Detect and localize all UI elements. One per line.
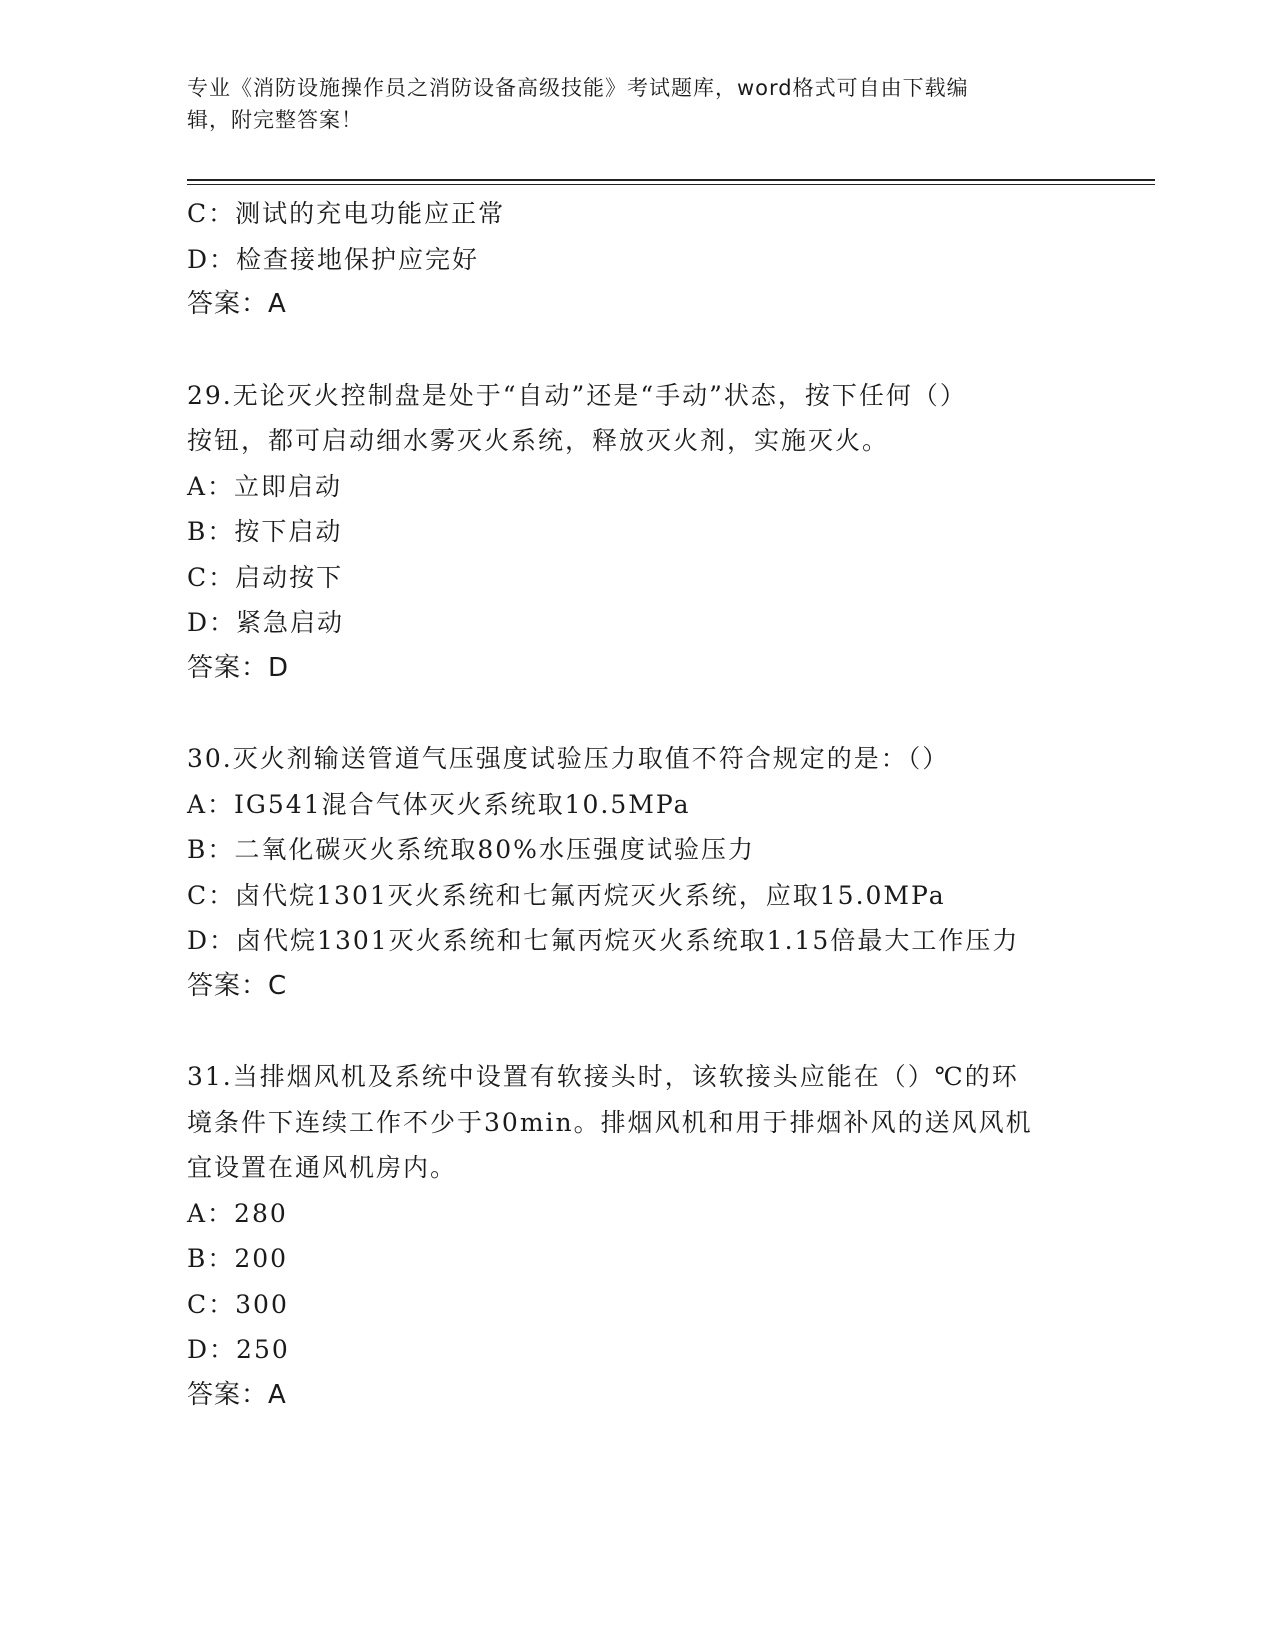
option-d: D：紧急启动 — [187, 608, 345, 637]
question-list — [187, 191, 1127, 1418]
question-stem-line: 31.当排烟风机及系统中设置有软接头时，该软接头应能在（）℃的环 — [187, 1062, 1019, 1091]
option-a: A：280 — [187, 1198, 288, 1228]
question-block-29 — [187, 373, 1127, 692]
document-header — [187, 72, 1067, 136]
option-c: C：启动按下 — [187, 562, 344, 592]
option-d: D：卤代烷1301灭火系统和七氟丙烷灭火系统取1.15倍最大工作压力 — [187, 926, 1020, 955]
question-stem-line: 按钮，都可启动细水雾灭火系统，释放灭火剂，实施灭火。 — [187, 426, 890, 455]
question-stem-line: 境条件下连续工作不少于30min。排烟风机和用于排烟补风的送风风机 — [187, 1107, 1033, 1137]
question-stem-line: 宜设置在通风机房内。 — [187, 1153, 458, 1182]
answer-line: 答案：D — [187, 652, 290, 683]
option-b: B：二氧化碳灭火系统取80%水压强度试验压力 — [187, 835, 755, 864]
header-line-2: 辑，附完整答案！ — [187, 108, 363, 132]
option-d: D：检查接地保护应完好 — [187, 244, 480, 274]
answer-line: 答案：C — [187, 970, 288, 1001]
option-b: B：按下启动 — [187, 517, 343, 546]
option-c: C：测试的充电功能应正常 — [187, 199, 506, 228]
option-d: D：250 — [187, 1335, 290, 1364]
header-rule-thick — [187, 179, 1155, 181]
option-c: C：300 — [187, 1289, 289, 1319]
question-block-28 — [187, 191, 1127, 328]
answer-line: 答案：A — [187, 289, 287, 319]
answer-line: 答案：A — [187, 1379, 287, 1410]
spacer — [187, 691, 1127, 736]
question-stem-line: 30.灭火剂输送管道气压强度试验压力取值不符合规定的是：（） — [187, 744, 950, 773]
option-a: A：立即启动 — [187, 471, 343, 501]
header-line-1: 专业《消防设施操作员之消防设备高级技能》考试题库，word格式可自由下载编 — [187, 76, 969, 100]
header-rule-thin — [187, 184, 1155, 185]
option-b: B：200 — [187, 1244, 289, 1273]
option-a: A：IG541混合气体灭火系统取10.5MPa — [187, 789, 691, 819]
spacer — [187, 328, 1127, 373]
spacer — [187, 1009, 1127, 1054]
question-stem-line: 29.无论灭火控制盘是处于“自动”还是“手动”状态，按下任何（） — [187, 380, 967, 410]
question-block-31 — [187, 1054, 1127, 1418]
option-c: C：卤代烷1301灭火系统和七氟丙烷灭火系统，应取15.0MPa — [187, 880, 946, 910]
question-block-30 — [187, 736, 1127, 1009]
